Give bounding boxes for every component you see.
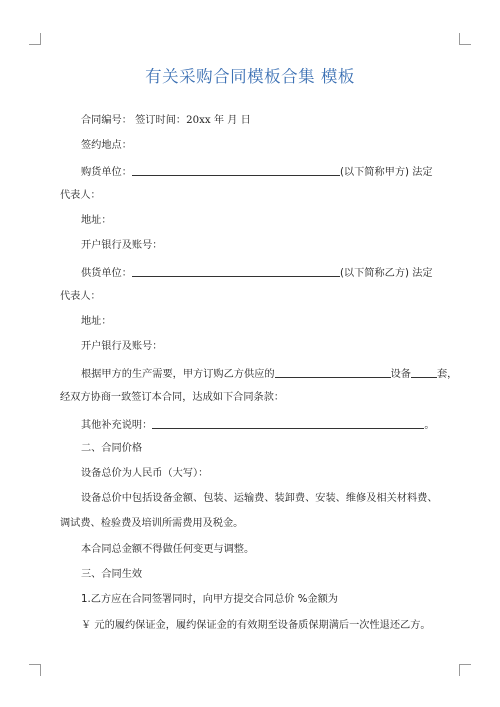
- supplier-bank-label: 开户银行及账号：: [81, 341, 163, 352]
- section-effective-heading: [81, 568, 142, 582]
- deposit-cont-line: [81, 619, 431, 633]
- document-title: 有关采购合同模板合集 模板: [145, 67, 355, 86]
- buyer-address-line: [81, 214, 112, 228]
- deposit-cont-text: ￥ 元的履约保证金，履约保证金的有效期至设备质保期满后一次性退还乙方。: [81, 620, 431, 631]
- crop-mark-bottom-left: [29, 664, 41, 676]
- price-includes-cont-text: 调试费、检验费及培训所需费用及税金。: [60, 518, 244, 529]
- buyer-line: [81, 164, 433, 180]
- order-line: [81, 366, 457, 382]
- deposit-line: [81, 593, 338, 607]
- supplier-rep-label: 代表人：: [60, 291, 101, 302]
- deposit-text: 1.乙方应在合同签署同时，向甲方提交合同总价 %金额为: [81, 594, 338, 605]
- set-count-blank[interactable]: [411, 366, 437, 378]
- buyer-address-label: 地址：: [81, 215, 112, 226]
- agreement-line: [60, 391, 284, 405]
- supplement-period: 。: [424, 420, 435, 431]
- buyer-label: 购货单位：: [81, 167, 132, 178]
- supplier-address-label: 地址：: [81, 316, 112, 327]
- supplier-suffix: (以下简称乙方) 法定: [339, 268, 433, 279]
- order-text: 根据甲方的生产需要，甲方订购乙方供应的: [81, 369, 275, 380]
- buyer-suffix: (以下简称甲方) 法定: [339, 167, 433, 178]
- buyer-rep-label: 代表人：: [60, 190, 101, 201]
- crop-mark-bottom-right: [459, 664, 471, 676]
- price-includes-line: [81, 492, 438, 506]
- crop-mark-top-left: [29, 33, 41, 45]
- supplement-label: 其他补充说明：: [81, 420, 153, 431]
- supplier-line: [81, 265, 433, 281]
- supplement-blank[interactable]: [152, 417, 424, 429]
- sign-location-label: 签约地点：: [81, 140, 132, 151]
- buyer-blank[interactable]: [132, 164, 340, 176]
- buyer-rep-line: [60, 189, 101, 203]
- sign-location-line: [81, 139, 132, 153]
- section-effective-text: 三、合同生效: [81, 569, 143, 580]
- crop-mark-top-right: [459, 33, 471, 45]
- price-includes-text: 设备总价中包括设备金额、包装、运输费、装卸费、安装、维修及相关材料费、: [81, 493, 438, 504]
- supplier-blank[interactable]: [132, 265, 340, 277]
- no-change-line: [81, 543, 254, 557]
- sign-date-suffix: 年 月 日: [210, 115, 251, 126]
- total-price-text: 设备总价为人民币（大写）：: [81, 468, 209, 479]
- contract-number-label: 合同编号： 签订时间：: [81, 115, 187, 126]
- supplier-label: 供货单位：: [81, 268, 132, 279]
- set-suffix: 套，: [436, 369, 458, 380]
- total-price-line: [81, 467, 208, 481]
- equipment-blank[interactable]: [275, 366, 391, 378]
- contract-number-line: [81, 114, 251, 128]
- supplement-line: [81, 417, 435, 433]
- supplier-bank-line: [81, 340, 163, 354]
- no-change-text: 本合同总金额不得做任何变更与调整。: [81, 544, 255, 555]
- price-includes-cont-line: [60, 517, 243, 531]
- buyer-bank-label: 开户银行及账号：: [81, 240, 163, 251]
- agreement-text: 经双方协商一致签订本合同，达成如下合同条款：: [60, 392, 285, 403]
- section-price-heading: [81, 442, 142, 456]
- sign-year: 20xx: [186, 115, 211, 126]
- equipment-label: 设备: [390, 369, 411, 380]
- supplier-rep-line: [60, 290, 101, 304]
- section-price-text: 二、合同价格: [81, 443, 143, 454]
- buyer-bank-line: [81, 239, 163, 253]
- supplier-address-line: [81, 315, 112, 329]
